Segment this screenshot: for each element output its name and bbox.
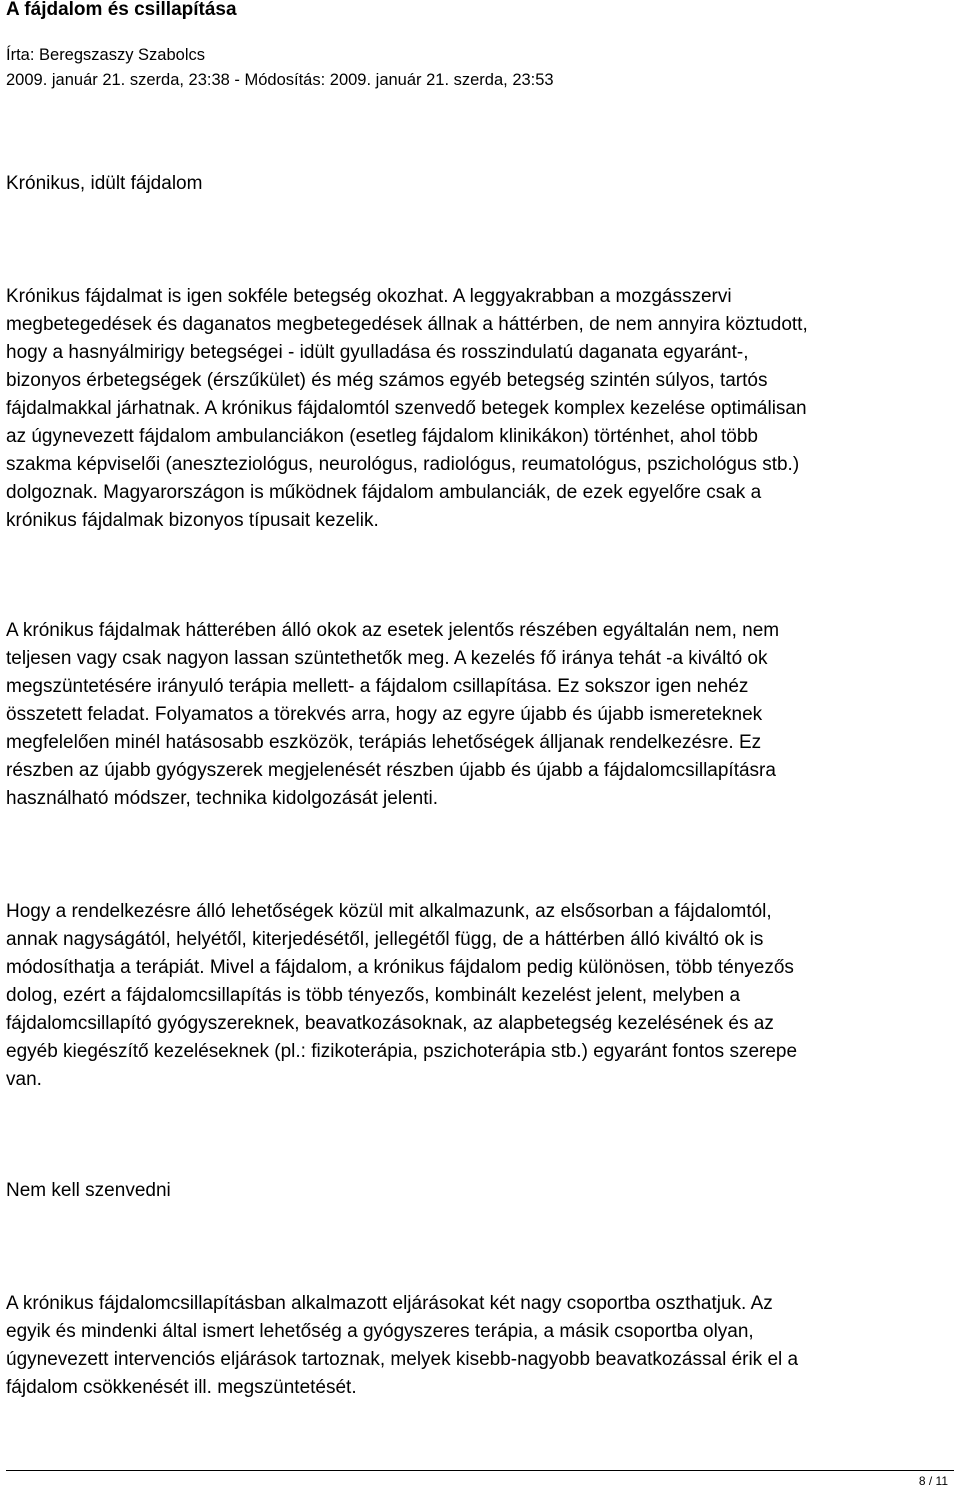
article-dates: 2009. január 21. szerda, 23:38 - Módosítás: 2009. január 21. szerda, 23:53 [6,71,554,89]
article-author: Írta: Beregszaszy Szabolcs [6,46,205,64]
paragraph-line: Hogy a rendelkezésre álló lehetőségek közül mit alkalmazunk, az elsősorban a fájdalomtól, [6,901,772,922]
paragraph-line: szakma képviselői (aneszteziológus, neurológus, radiológus, reumatológus, pszichológus stb.) [6,454,800,475]
paragraph-line: van. [6,1069,42,1090]
paragraph-line: összetett feladat. Folyamatos a törekvés arra, hogy az egyre újabb és újabb ismereteknek [6,704,763,725]
paragraph-causes [6,617,956,813]
paragraph-line: fájdalomcsillapító gyógyszereknek, beavatkozásoknak, az alapbetegség kezelésének és az [6,1013,774,1034]
paragraph-line: megbetegedések és daganatos megbetegedések állnak a háttérben, de nem annyira köztudott, [6,314,808,335]
paragraph-line: hogy a hasnyálmirigy betegségei - idült gyulladása és rosszindulatú daganata egyaránt-, [6,342,749,363]
paragraph-line: részben az újabb gyógyszerek megjelenését részben újabb és újabb a fájdalomcsillapításra [6,760,776,781]
paragraph-procedures [6,1290,956,1402]
paragraph-line: krónikus fájdalmak bizonyos típusait kezelik. [6,510,379,531]
paragraph-line: megszüntetésére irányuló terápia mellett- a fájdalom csillapítása. Ez sokszor igen nehéz [6,676,749,697]
paragraph-line: az úgynevezett fájdalom ambulanciákon (esetleg fájdalom klinikákon) történhet, ahol több [6,426,759,447]
article-title: A fájdalom és csillapítása [6,0,237,20]
paragraph-line: úgynevezett intervenciós eljárások tartoznak, melyek kisebb-nagyobb beavatkozással érik el a [6,1349,799,1370]
paragraph-line: használható módszer, technika kidolgozását jelenti. [6,788,438,809]
paragraph-line: Krónikus fájdalmat is igen sokféle betegség okozhat. A leggyakrabban a mozgásszervi [6,286,732,307]
paragraph-line: A krónikus fájdalomcsillapításban alkalmazott eljárásokat két nagy csoportba oszthatjuk. Az [6,1293,773,1314]
section-heading-no-suffering: Nem kell szenvedni [6,1180,171,1201]
paragraph-line: fájdalmakkal járhatnak. A krónikus fájdalomtól szenvedő betegek komplex kezelése optimálisan [6,398,807,419]
paragraph-line: egyik és mindenki által ismert lehetőség a gyógyszeres terápia, a másik csoportba olyan, [6,1321,754,1342]
paragraph-chronic-pain [6,283,956,535]
page-number: 8 / 11 [918,1474,948,1488]
paragraph-line: bizonyos érbetegségek (érszűkület) és még számos egyéb betegség szintén súlyos, tartós [6,370,768,391]
paragraph-line: megfelelően minél hatásosabb eszközök, terápiás lehetőségek álljanak rendelkezésre. Ez [6,732,762,753]
paragraph-line: fájdalom csökkenését ill. megszüntetését. [6,1377,357,1398]
section-heading-chronic-pain: Krónikus, idült fájdalom [6,173,203,194]
paragraph-line: módosíthatja a terápiát. Mivel a fájdalom, a krónikus fájdalom pedig különösen, több tényezős [6,957,794,978]
paragraph-line: dolgoznak. Magyarországon is működnek fájdalom ambulanciák, de ezek egyelőre csak a [6,482,762,503]
paragraph-line: A krónikus fájdalmak hátterében álló okok az esetek jelentős részében egyáltalán nem, nem [6,620,780,641]
paragraph-treatment-options [6,898,956,1094]
paragraph-line: dolog, ezért a fájdalomcsillapítás is több tényezős, kombinált kezelést jelent, melyben a [6,985,741,1006]
footer-divider [6,1470,954,1471]
paragraph-line: teljesen vagy csak nagyon lassan szüntethetők meg. A kezelés fő iránya tehát -a kiváltó ok [6,648,768,669]
paragraph-line: egyéb kiegészítő kezeléseknek (pl.: fizikoterápia, pszichoterápia stb.) egyaránt fontos szerepe [6,1041,798,1062]
paragraph-line: annak nagyságától, helyétől, kiterjedésétől, jellegétől függ, de a háttérben álló kiváltó ok is [6,929,764,950]
